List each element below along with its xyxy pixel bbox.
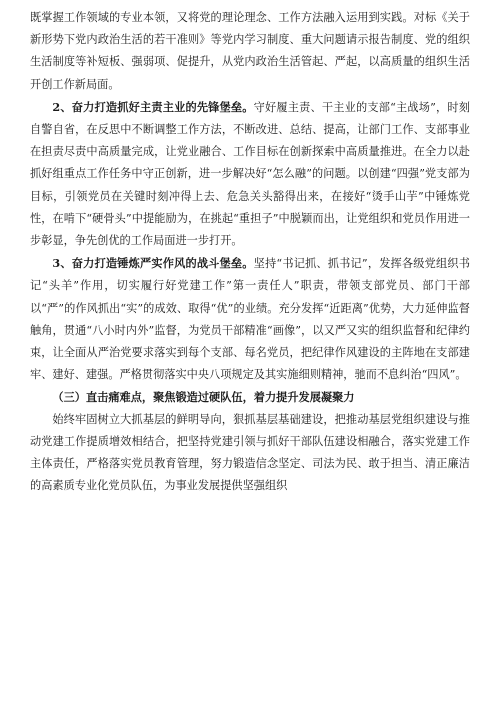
section-heading: （三）直击痛难点，聚焦锻造过硬队伍，着力提升发展凝聚力 bbox=[52, 390, 355, 405]
paragraph-item-2 bbox=[30, 96, 470, 252]
final-paragraph-text: 始终牢固树立大抓基层的鲜明导向，狠抓基层基础建设，把推动基层党组织建设与推动党建工作提质增效相结合，把坚持党建引领与抓好干部队伍建设相融合，落实党建工作主体责任，严格落实党员教育管理，努力锻造信念坚定、司法为民、敢于担当、清正廉洁的高素质专业化党员队伍，为事业发展提供坚强组织 bbox=[30, 412, 470, 493]
paragraph-item-3 bbox=[30, 252, 470, 386]
paragraph-continued bbox=[30, 7, 470, 96]
item-3-text: 坚持“书记抓、抓书记”，发挥各级党组织书记“头羊”作用，切实履行好党建工作”第一责任人”职责，带领支部党员、部门干部以“严”的作风抓出“实”的成效、取得“优”的业绩。充分发挥“近距离”优势，大力延伸监督触角，贯通“八小时内外”监督，为党员干部精准“画像”，以又严又实的组织监督和纪律约束，让全面从严治党要求落实到每个支部、每名党员，把纪律作风建设的主阵地在支部建牢、建好、建强。严格贯彻落实中央八项规定及其实施细则精神，驰而不息纠治“四风”。 bbox=[30, 257, 470, 382]
paragraph-final bbox=[30, 409, 470, 498]
item-2-heading: 2、奋力打造抓好主责主业的先锋堡垒。 bbox=[52, 99, 254, 114]
item-3-heading: 3、奋力打造锤炼严实作风的战斗堡垒。 bbox=[52, 256, 254, 271]
paragraph-text: 既掌握工作领域的专业本领，又将党的理论理念、工作方法融入运用到实践。对标《关于新形势下党内政治生活的若干准则》等党内学习制度、重大问题请示报告制度、党的组织生活制度等补短板、强弱项、促提升，从党内政治生活管起、严起，以高质量的组织生活开创工作新局面。 bbox=[30, 11, 470, 91]
item-2-text: 守好履主责、干主业的支部“主战场”，时刻自警自省，在反思中不断调整工作方法，不断改进、总结、提高，让部门工作、支部事业在担责尽责中高质量完成，让党业融合、工作目标在创新探索中高质量推进。在全力以赴抓好组重点工作任务中守正创新，进一步解决好“怎么融”的问题。以创建“四强”党支部为目标，引领党员在关键时刻冲得上去、危急关头豁得出来，在接好“烫手山芋”中锤炼党性，在啃下“硬骨头”中提能励为，在挑起“重担子”中脱颖而出，让党组织和党员作用进一步彰显，争先创优的工作局面进一步打开。 bbox=[30, 100, 470, 248]
